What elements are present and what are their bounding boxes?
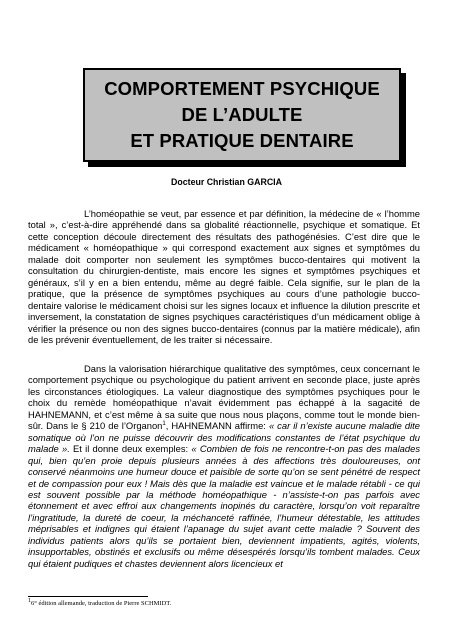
paragraph-1-text: L’homéopathie se veut, par essence et par définition, la médecine de « l’homme total », c’est-à-dire appréhendé dans sa globalité réactionnelle, psychique et somatique. Et cette conception découle directement des résultats des pathogénésies. C’est dire que le médicament « homéopathique » qui correspond exactement aux signes et symptômes du malade doit comporter non seulement les symptômes bucco-dentaires qui motivent la consultation du chirurgien-dentiste, mais encore les signes et symptômes psychiques et généraux, s’il y en a bien entendu, même au degré faible. Cela signifie, sur le plan de la pratique, que la présence de symptômes psychiques au cours d’une pathologie bucco-dentaire valorise le médicament choisi sur les signes locaux et influence la dilution prescrite et inversement, la constatation de signes psychiques caractéristiques d’un médicament oblige à vérifier la présence ou non des signes bucco-dentaires (connus par la matière médicale), afin de les prévenir éventuellement, de les traiter si nécessaire. [28, 208, 420, 345]
footnote-text: 6° édition allemande, traduction de Pierre SCHMIDT. [31, 600, 172, 607]
hahnemann-quote-1: « car il n’existe aucune maladie dite somatique où l’on ne puisse découvrir des modifications constantes de l’état psychique du malade ». [28, 420, 420, 455]
title-line-1: COMPORTEMENT PSYCHIQUE [104, 78, 380, 99]
author-name: Docteur Christian GARCIA [171, 177, 282, 187]
footnote-reference: 1 [162, 421, 166, 428]
title-line-2: DE L’ADULTE [181, 104, 303, 125]
footnote-divider [28, 596, 148, 597]
paragraph-2-part3: Et il donne deux exemples: [69, 443, 192, 455]
paragraph-2-text [28, 363, 420, 569]
footnote [28, 597, 172, 607]
title-line-3: ET PRATIQUE DENTAIRE [130, 130, 354, 151]
paragraph-2-part1: Dans la valorisation hiérarchique qualitative des symptômes, ceux concernant le comportement psychique ou psychologique du patient arrivent en seconde place, juste après les circonstances étiologiques. La valeur diagnostique des symptômes psychiques pour le choix du remède homéopathique n’avait évidemment pas échappé à la sagacité de HAHNEMANN, et c’est même à sa suite que nous nous plaçons, comme tout le monde bien-sûr. Dans le § 210 de l’Organon [28, 363, 420, 432]
title-box [83, 68, 401, 162]
paragraph-2-part2: , HAHNEMANN affirme: [165, 420, 269, 432]
paragraph-2 [28, 363, 420, 569]
hahnemann-quote-2: « Combien de fois ne rencontre-t-on pas des malades qui, bien qu’en proie depuis plusieurs années à des affections très douloureuses, ont conservé néanmoins une humeur douce et paisible de sorte qu’on se sent pénétré de respect et de compassion pour eux ! Mais dès que la maladie est vaincue et le malade rétabli - ce qui est souvent possible par la méthode homéopathique - n’assiste-t-on pas parfois avec étonnement et avec effroi aux changements inopinés du caractère, lorsqu’on voit reparaître l’ingratitude, la dureté de coeur, la méchanceté raffinée, l’humeur détestable, les attitudes méprisables et indignes qui étaient l’apanage du sujet avant cette maladie ? Souvent des individus patients alors qu’ils se portaient bien, deviennent impatients, agités, violents, insupportables, obstinés et exclusifs ou même désespérés lorsqu’ils tombent malades. Ceux qui étaient pudiques et chastes deviennent alors licencieux et [28, 443, 421, 569]
footnote-marker: 1 [28, 597, 31, 604]
paragraph-1 [28, 208, 420, 345]
